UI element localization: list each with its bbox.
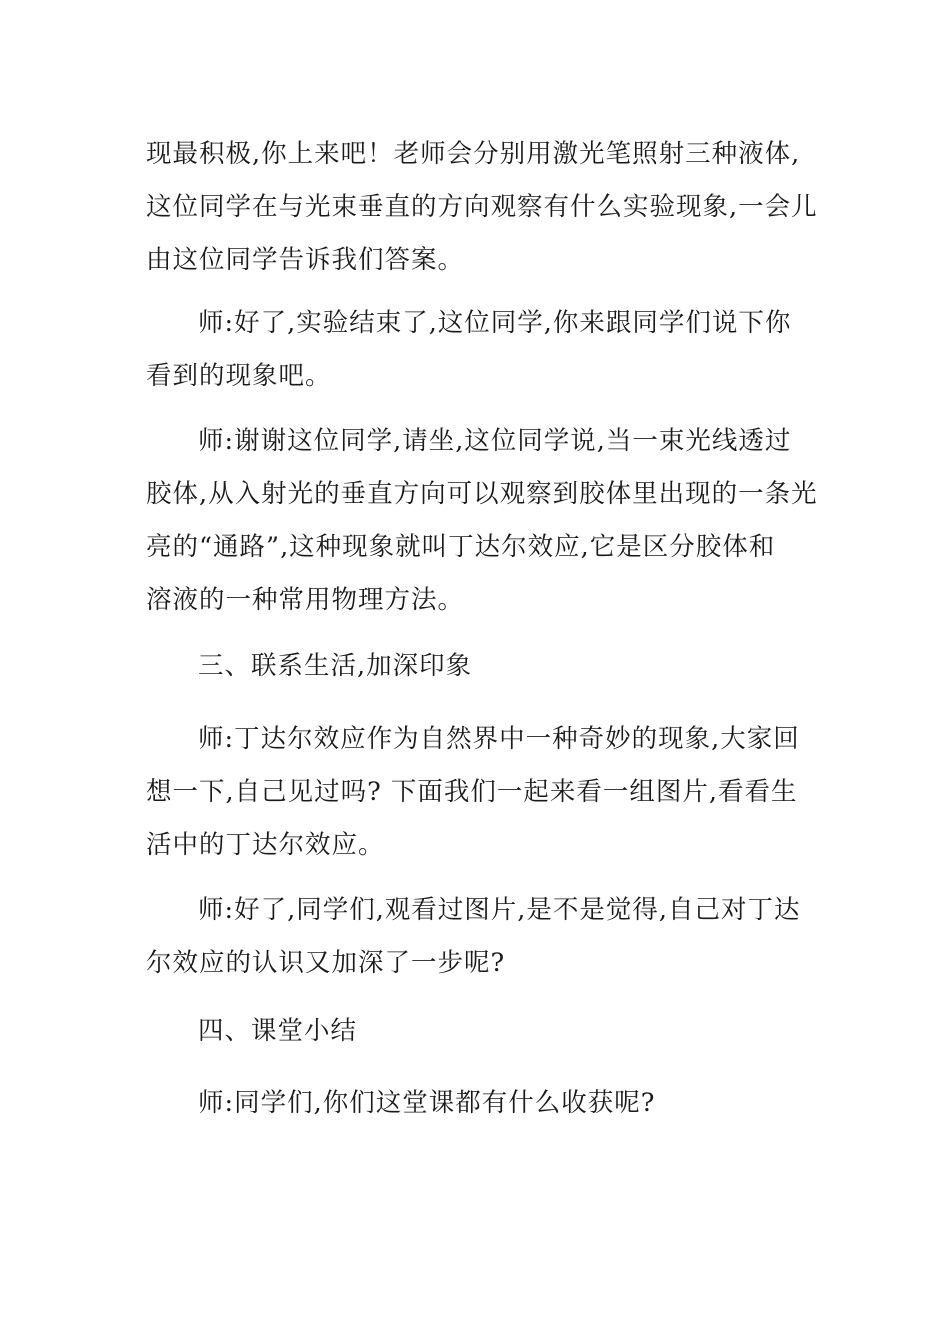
paragraph-1 [146,128,818,287]
paragraph-2 [146,297,806,403]
text-line: 师:同学们,你们这堂课都有什么收获呢? [198,1088,656,1118]
heading-line: 四、课堂小结 [198,1016,358,1046]
text-line: 看到的现象吧。 [146,361,332,391]
paragraph-4 [146,713,806,872]
section-heading-3 [146,640,806,693]
text-line: 活中的丁达尔效应。 [146,830,385,860]
text-line: 现最积极,你上来吧！老师会分别用激光笔照射三种液体, [146,139,801,169]
section-heading-4 [146,1005,806,1058]
paragraph-6 [146,1077,806,1130]
text-line: 溶液的一种常用物理方法。 [146,585,465,615]
text-line: 由这位同学告诉我们答案。 [146,245,465,275]
text-line: 想一下,自己见过吗? 下面我们一起来看一组图片,看看生 [146,777,798,807]
heading-line: 三、联系生活,加深印象 [198,651,473,681]
text-line: 师:谢谢这位同学,请坐,这位同学说,当一束光线透过 [198,426,792,456]
text-line: 尔效应的认识又加深了一步呢? [146,948,506,978]
text-line: 师:好了,同学们,观看过图片,是不是觉得,自己对丁达 [198,895,801,925]
paragraph-3 [146,415,818,627]
paragraph-5 [146,884,806,990]
text-line: 胶体,从入射光的垂直方向可以观察到胶体里出现的一条光 [146,479,818,509]
text-line: 师:好了,实验结束了,这位同学,你来跟同学们说下你 [198,308,792,338]
text-line: 亮的“通路”,这种现象就叫丁达尔效应,它是区分胶体和 [146,532,776,562]
text-line: 这位同学在与光束垂直的方向观察有什么实验现象,一会儿 [146,192,818,222]
text-line: 师:丁达尔效应作为自然界中一种奇妙的现象,大家回 [198,724,800,754]
